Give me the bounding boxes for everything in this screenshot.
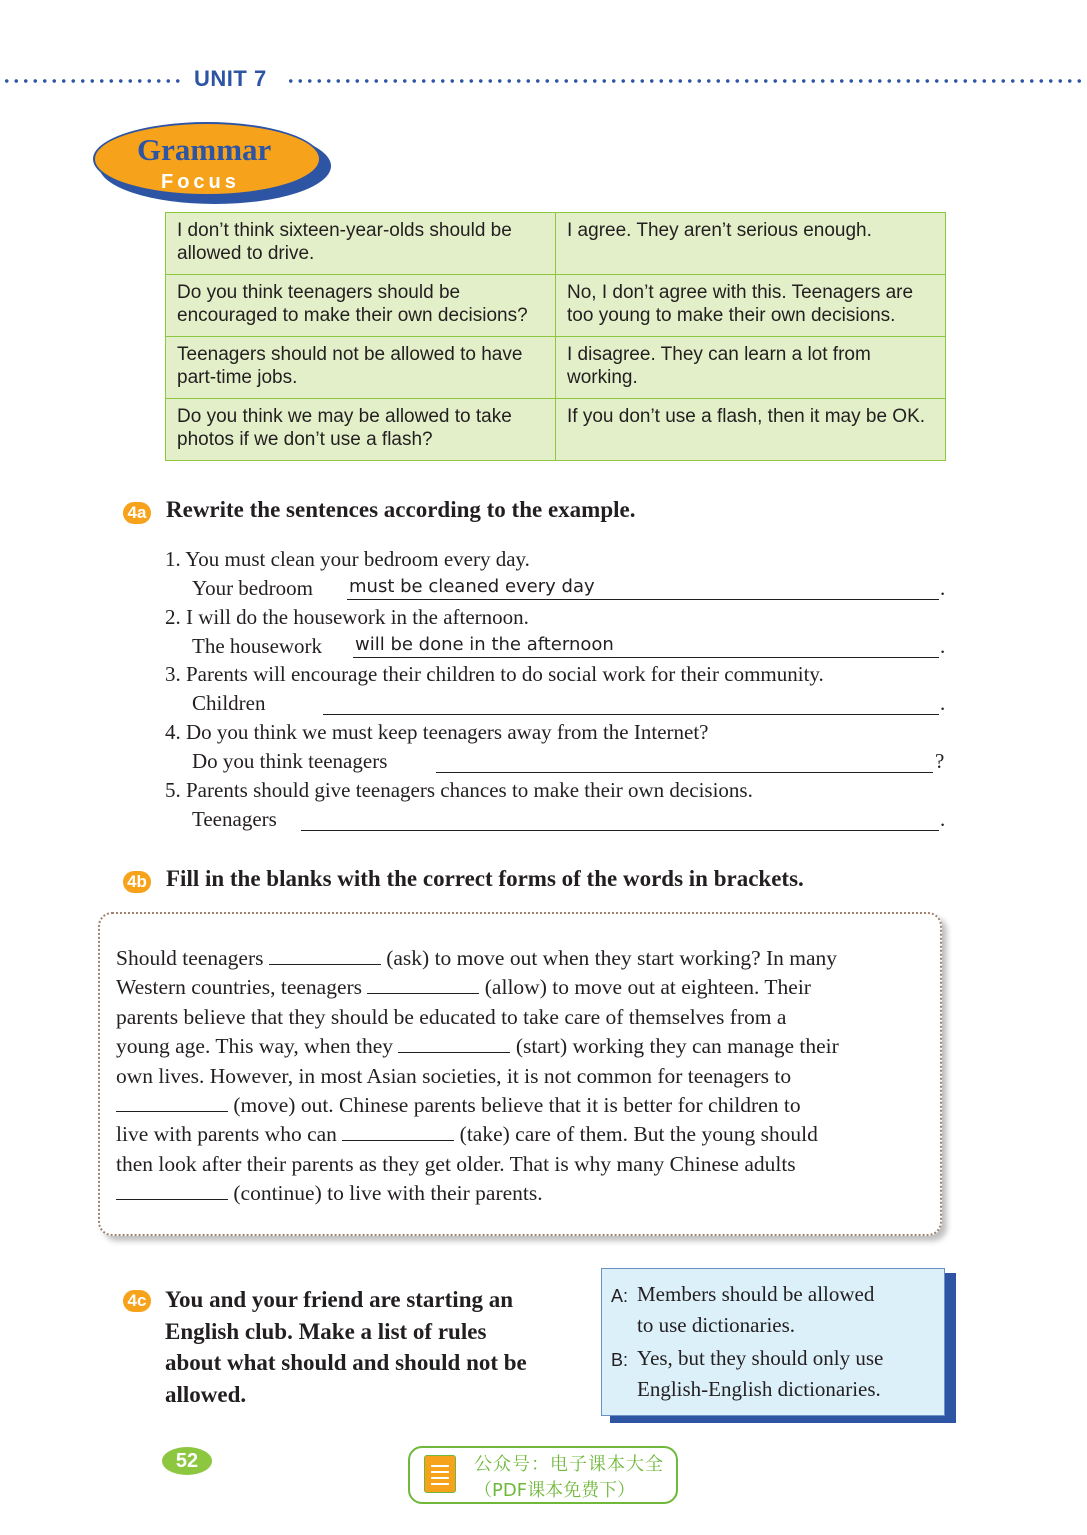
answer-blank-3[interactable]: [323, 714, 939, 715]
passage-line: Should teenagers (ask) to move out when they start working? In many: [116, 946, 838, 970]
table-cell: I disagree. They can learn a lot from working.: [556, 337, 946, 399]
watermark-text-2: （PDF课本免费下）: [474, 1480, 636, 1501]
dialog-line: Yes, but they should only use: [637, 1346, 884, 1370]
passage-blank[interactable]: [367, 975, 479, 994]
end-punct-2: .: [940, 634, 946, 658]
passage-blank[interactable]: [116, 1181, 228, 1200]
answer-text-2: will be done in the afternoon: [355, 634, 614, 655]
exercise-stem-1: Your bedroom: [192, 576, 313, 600]
table-cell: Do you think teenagers should be encouraged to make their own decisions?: [166, 275, 556, 337]
section-title-4b: Fill in the blanks with the correct forms of the words in brackets.: [166, 866, 804, 891]
passage-line: then look after their parents as they get older. That is why many Chinese adults: [116, 1151, 796, 1176]
speaker-b: B:: [611, 1350, 629, 1370]
table-cell: I agree. They aren’t serious enough.: [556, 213, 946, 275]
exercise-question-3: 3. Parents will encourage their children to do social work for their community.: [165, 662, 824, 686]
exercise-question-4: 4. Do you think we must keep teenagers away from the Internet?: [165, 720, 709, 744]
example-dialog: [601, 1268, 945, 1416]
exercise-question-1: 1. You must clean your bedroom every day.: [165, 547, 530, 571]
section-badge-4a: 4a: [123, 502, 151, 524]
exercise-stem-3: Children: [192, 691, 266, 715]
passage-line: parents believe that they should be educated to take care of themselves from a: [116, 1004, 787, 1029]
badge-subtitle: Focus: [161, 171, 240, 193]
table-row: [166, 275, 946, 337]
table-row: [166, 399, 946, 461]
watermark-banner: [408, 1446, 678, 1504]
exercise-stem-5: Teenagers: [192, 807, 277, 831]
passage-line: young age. This way, when they (start) working they can manage their: [116, 1034, 839, 1059]
exercise-question-5: 5. Parents should give teenagers chances to make their own decisions.: [165, 778, 753, 802]
unit-title: UNIT 7: [194, 66, 267, 91]
header-dots-left: [2, 78, 182, 84]
section-badge-4b: 4b: [123, 871, 151, 893]
table-cell: If you don’t use a flash, then it may be OK.: [556, 399, 946, 461]
page-number: 52: [162, 1447, 212, 1475]
table-row: [166, 337, 946, 399]
exercise-question-2: 2. I will do the housework in the afternoon.: [165, 605, 529, 629]
section-badge-4c: 4c: [123, 1290, 151, 1312]
answer-blank-5[interactable]: [301, 830, 939, 831]
end-punct-1: .: [940, 576, 946, 600]
passage-line: (continue) to live with their parents.: [116, 1179, 936, 1208]
end-punct-4: ?: [935, 749, 945, 773]
unit-header: [0, 66, 1087, 94]
section-title-4a: Rewrite the sentences according to the example.: [166, 497, 636, 522]
fill-in-passage: [116, 944, 936, 1209]
table-cell: I don’t think sixteen-year-olds should be allowed to drive.: [166, 213, 556, 275]
grammar-focus-badge: [93, 122, 331, 204]
table-cell: Do you think we may be allowed to take photos if we don’t use a flash?: [166, 399, 556, 461]
end-punct-3: .: [940, 691, 946, 715]
speaker-a: A:: [611, 1286, 629, 1306]
passage-blank[interactable]: [398, 1034, 510, 1053]
dialog-line: to use dictionaries.: [637, 1313, 796, 1337]
passage-line: (move) out. Chinese parents believe that it is better for children to: [116, 1091, 936, 1120]
answer-blank-1[interactable]: [347, 599, 939, 600]
passage-line: own lives. However, in most Asian societies, it is not common for teenagers to: [116, 1063, 792, 1088]
answer-text-1: must be cleaned every day: [349, 576, 595, 597]
grammar-table: [165, 212, 946, 461]
table-cell: Teenagers should not be allowed to have part-time jobs.: [166, 337, 556, 399]
passage-blank[interactable]: [116, 1093, 228, 1112]
exercise-stem-4: Do you think teenagers: [192, 749, 388, 773]
answer-blank-2[interactable]: [353, 657, 939, 658]
passage-blank[interactable]: [269, 946, 381, 965]
table-cell: No, I don’t agree with this. Teenagers are too young to make their own decisions.: [556, 275, 946, 337]
passage-line: Western countries, teenagers (allow) to move out at eighteen. Their: [116, 975, 811, 1000]
header-dots-right: [286, 78, 1082, 84]
dialog-line: Members should be allowed: [637, 1282, 875, 1306]
dialog-line: English-English dictionaries.: [637, 1377, 881, 1401]
end-punct-5: .: [940, 807, 946, 831]
watermark-text-1: 公众号：电子课本大全: [474, 1454, 664, 1475]
passage-line: live with parents who can (take) care of them. But the young should: [116, 1122, 818, 1147]
passage-blank[interactable]: [342, 1122, 454, 1141]
table-row: [166, 213, 946, 275]
exercise-stem-2: The housework: [192, 634, 323, 658]
badge-title: Grammar: [137, 132, 272, 167]
textbook-icon: [424, 1455, 456, 1493]
section-title-4c: You and your friend are starting an English club. Make a list of rules about what should and should not be allowed.: [165, 1287, 527, 1407]
answer-blank-4[interactable]: [436, 772, 933, 773]
